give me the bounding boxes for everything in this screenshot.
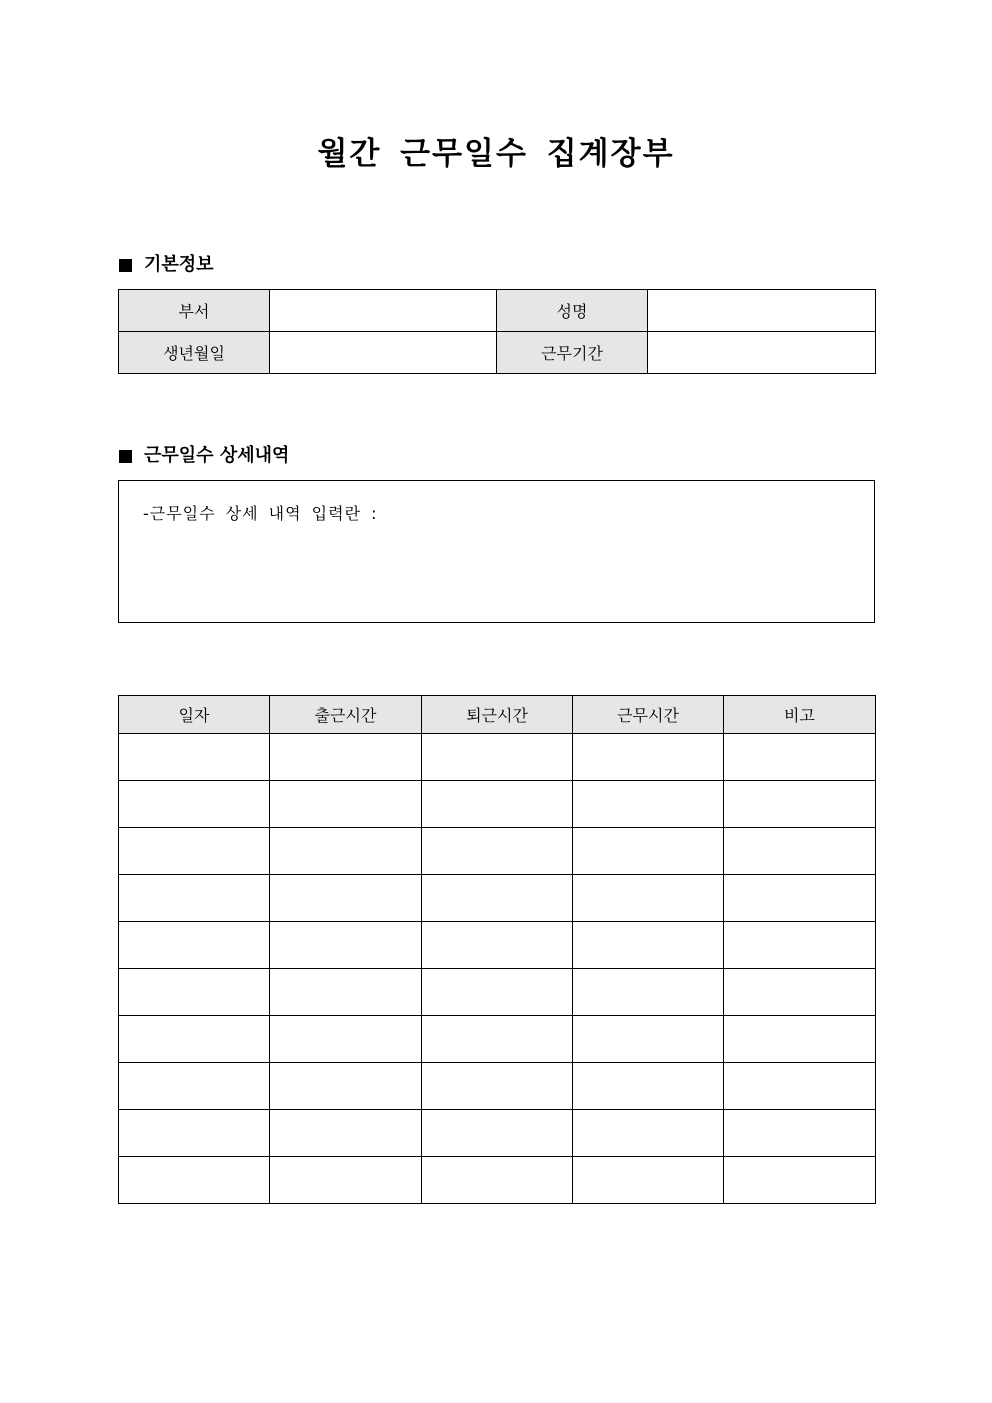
header-remarks: 비고 xyxy=(724,696,876,734)
clock-out-cell[interactable] xyxy=(422,1157,573,1204)
remarks-cell[interactable] xyxy=(724,922,876,969)
birthdate-field[interactable] xyxy=(270,332,497,374)
header-clock-in: 출근시간 xyxy=(270,696,422,734)
remarks-cell[interactable] xyxy=(724,828,876,875)
clock-in-cell[interactable] xyxy=(270,922,422,969)
table-row xyxy=(119,1016,876,1063)
table-row xyxy=(119,1063,876,1110)
header-clock-out: 퇴근시간 xyxy=(422,696,573,734)
table-row xyxy=(119,969,876,1016)
header-date: 일자 xyxy=(119,696,270,734)
clock-out-cell[interactable] xyxy=(422,1016,573,1063)
remarks-cell[interactable] xyxy=(724,734,876,781)
work-hours-cell[interactable] xyxy=(573,969,724,1016)
work-hours-cell[interactable] xyxy=(573,922,724,969)
detail-input-box[interactable] xyxy=(118,480,875,623)
date-cell[interactable] xyxy=(119,1157,270,1204)
clock-in-cell[interactable] xyxy=(270,969,422,1016)
clock-out-cell[interactable] xyxy=(422,1110,573,1157)
remarks-cell[interactable] xyxy=(724,969,876,1016)
detail-heading xyxy=(119,444,289,468)
remarks-cell[interactable] xyxy=(724,875,876,922)
clock-in-cell[interactable] xyxy=(270,875,422,922)
date-cell[interactable] xyxy=(119,1110,270,1157)
work-period-field[interactable] xyxy=(648,332,876,374)
date-cell[interactable] xyxy=(119,969,270,1016)
clock-in-cell[interactable] xyxy=(270,828,422,875)
clock-in-cell[interactable] xyxy=(270,1016,422,1063)
header-work-hours: 근무시간 xyxy=(573,696,724,734)
clock-out-cell[interactable] xyxy=(422,922,573,969)
clock-out-cell[interactable] xyxy=(422,828,573,875)
date-cell[interactable] xyxy=(119,1063,270,1110)
clock-out-cell[interactable] xyxy=(422,969,573,1016)
clock-out-cell[interactable] xyxy=(422,781,573,828)
table-row xyxy=(119,922,876,969)
table-row xyxy=(119,1157,876,1204)
basic-info-table xyxy=(118,289,876,374)
date-cell[interactable] xyxy=(119,828,270,875)
info-row xyxy=(119,290,876,332)
remarks-cell[interactable] xyxy=(724,781,876,828)
page-title: 월간 근무일수 집계장부 xyxy=(317,136,675,172)
table-row xyxy=(119,875,876,922)
clock-in-cell[interactable] xyxy=(270,1063,422,1110)
log-header-row xyxy=(119,696,876,734)
clock-in-cell[interactable] xyxy=(270,734,422,781)
square-bullet-icon xyxy=(119,450,132,463)
table-row xyxy=(119,1110,876,1157)
date-cell[interactable] xyxy=(119,1016,270,1063)
log-body xyxy=(119,734,876,1204)
clock-out-cell[interactable] xyxy=(422,1063,573,1110)
clock-out-cell[interactable] xyxy=(422,734,573,781)
work-hours-cell[interactable] xyxy=(573,781,724,828)
remarks-cell[interactable] xyxy=(724,1157,876,1204)
table-row xyxy=(119,734,876,781)
date-cell[interactable] xyxy=(119,781,270,828)
name-field[interactable] xyxy=(648,290,876,332)
table-row xyxy=(119,828,876,875)
table-row xyxy=(119,781,876,828)
name-label: 성명 xyxy=(497,290,648,332)
work-period-label: 근무기간 xyxy=(497,332,648,374)
remarks-cell[interactable] xyxy=(724,1063,876,1110)
birthdate-label: 생년월일 xyxy=(119,332,270,374)
remarks-cell[interactable] xyxy=(724,1016,876,1063)
work-hours-cell[interactable] xyxy=(573,1157,724,1204)
clock-in-cell[interactable] xyxy=(270,781,422,828)
date-cell[interactable] xyxy=(119,875,270,922)
work-hours-cell[interactable] xyxy=(573,1110,724,1157)
work-hours-cell[interactable] xyxy=(573,828,724,875)
remarks-cell[interactable] xyxy=(724,1110,876,1157)
work-hours-cell[interactable] xyxy=(573,1063,724,1110)
info-row xyxy=(119,332,876,374)
basic-info-heading-label: 기본정보 xyxy=(144,254,214,275)
department-field[interactable] xyxy=(270,290,497,332)
date-cell[interactable] xyxy=(119,734,270,781)
clock-out-cell[interactable] xyxy=(422,875,573,922)
work-hours-cell[interactable] xyxy=(573,1016,724,1063)
basic-info-heading xyxy=(119,253,214,277)
square-bullet-icon xyxy=(119,259,132,272)
clock-in-cell[interactable] xyxy=(270,1157,422,1204)
clock-in-cell[interactable] xyxy=(270,1110,422,1157)
work-hours-cell[interactable] xyxy=(573,734,724,781)
detail-input-prompt: -근무일수 상세 내역 입력란 : xyxy=(143,504,378,523)
work-hours-cell[interactable] xyxy=(573,875,724,922)
department-label: 부서 xyxy=(119,290,270,332)
work-log-table xyxy=(118,695,876,1204)
date-cell[interactable] xyxy=(119,922,270,969)
detail-heading-label: 근무일수 상세내역 xyxy=(144,445,290,466)
